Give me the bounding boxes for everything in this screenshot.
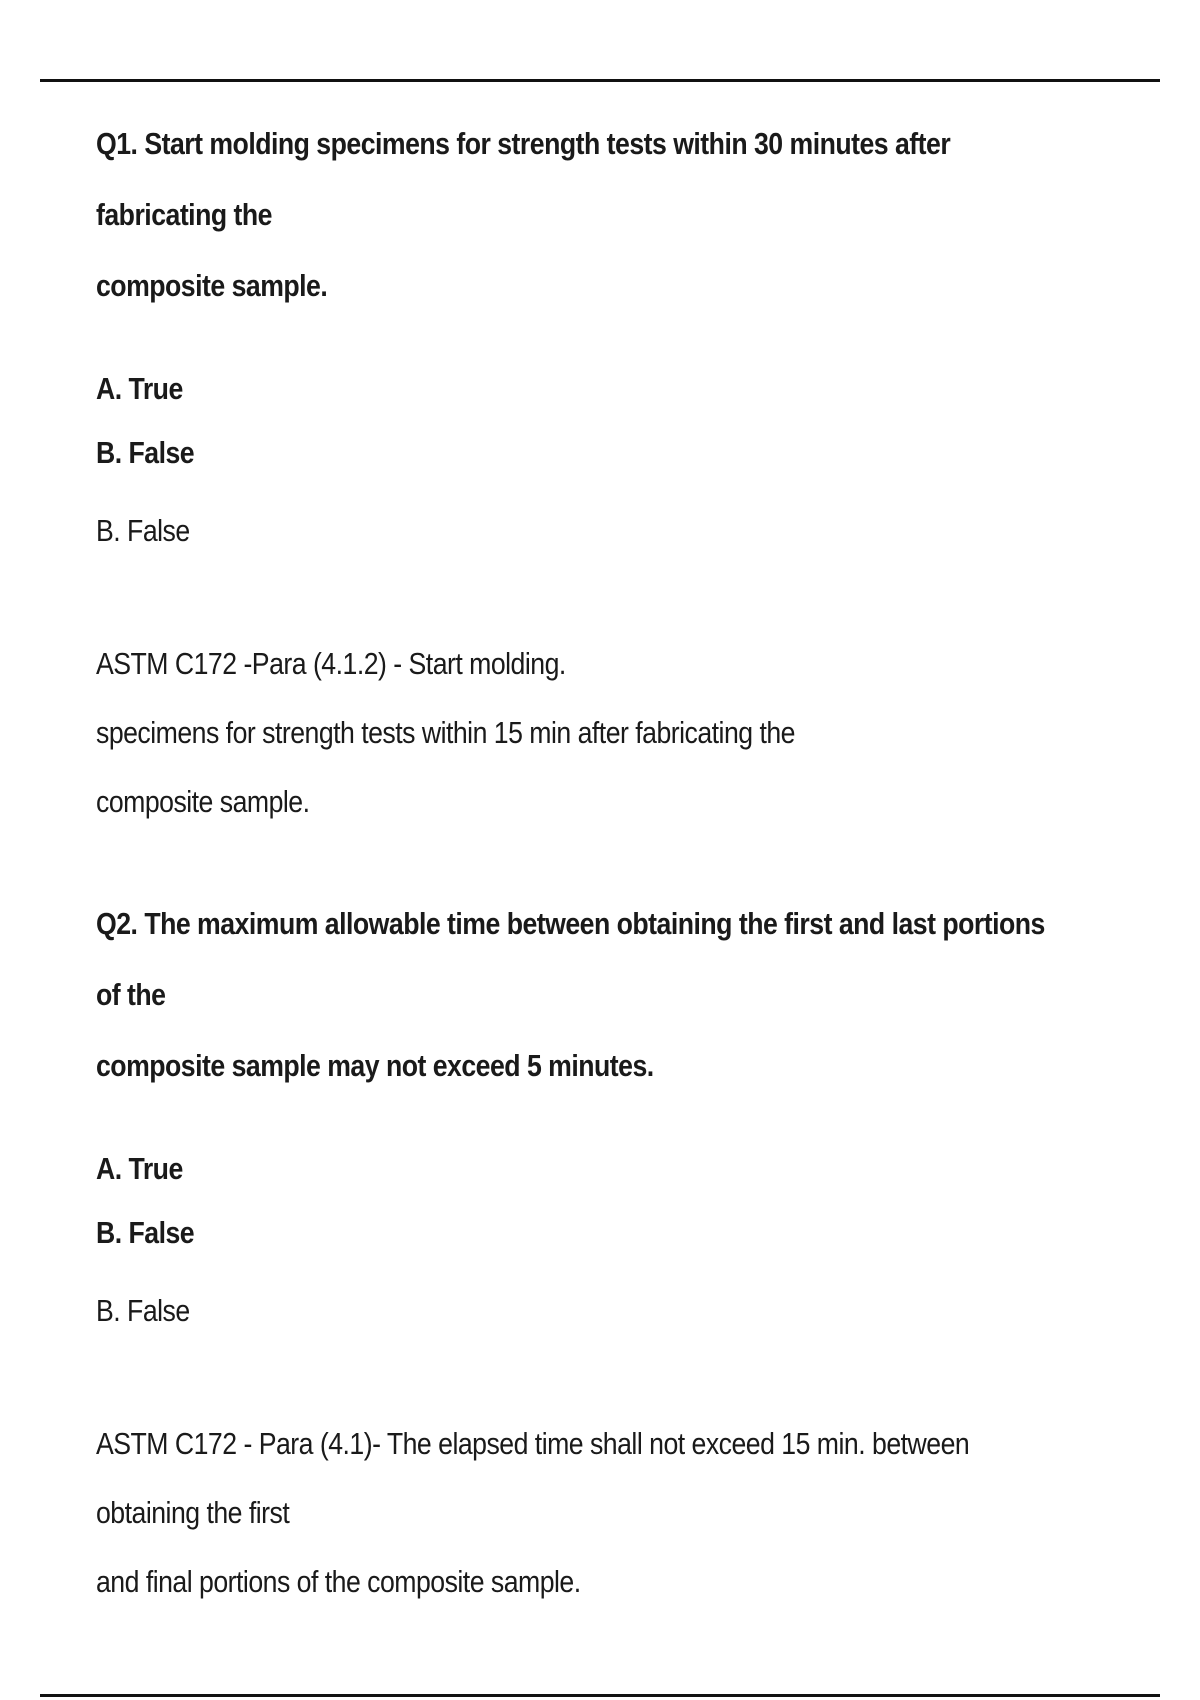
- explanation: [96, 629, 1200, 836]
- top-divider: [40, 79, 1160, 82]
- question-line: Q1. Start molding specimens for strength tests within 30 minutes after fabricating the: [96, 126, 951, 232]
- explanation: [96, 1409, 1200, 1616]
- question-block-2: [96, 888, 1200, 1616]
- question-line: Q2. The maximum allowable time between obtaining the first and last portions of the: [96, 906, 1045, 1012]
- question-text: [96, 108, 1200, 321]
- option-a: A. True: [96, 1151, 183, 1186]
- question-text: [96, 888, 1200, 1101]
- question-line: composite sample.: [96, 268, 328, 303]
- option-b: B. False: [96, 435, 195, 470]
- explanation-line: and final portions of the composite sample.: [96, 1564, 581, 1599]
- answer: B. False: [96, 513, 190, 548]
- answer: B. False: [96, 1293, 190, 1328]
- options-list: [96, 357, 1200, 485]
- question-line: composite sample may not exceed 5 minutes.: [96, 1048, 654, 1083]
- explanation-line: ASTM C172 -Para (4.1.2) - Start molding.: [96, 646, 566, 681]
- bottom-divider: [40, 1694, 1160, 1697]
- explanation-line: composite sample.: [96, 784, 310, 819]
- explanation-line: specimens for strength tests within 15 min after fabricating the: [96, 715, 796, 750]
- question-block-1: [96, 108, 1200, 836]
- option-a: A. True: [96, 371, 183, 406]
- explanation-line: ASTM C172 - Para (4.1)- The elapsed time shall not exceed 15 min. between obtaining the first: [96, 1426, 970, 1530]
- option-b: B. False: [96, 1215, 195, 1250]
- options-list: [96, 1137, 1200, 1265]
